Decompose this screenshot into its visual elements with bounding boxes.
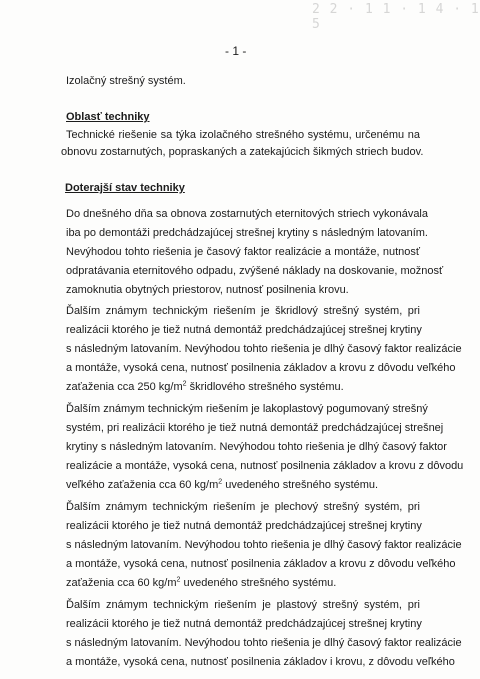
paragraph-line: Ďalším známym technickým riešením je plastový strešný systém, pri bbox=[66, 599, 420, 611]
paragraph-line: a montáže, vysoká cena, nutnosť posilnenia základov a krovu z dôvodu veľkého bbox=[66, 558, 456, 570]
prior-art-line: Nevýhodou tohto riešenia je časový faktor realizácie a montáže, nutnosť bbox=[66, 246, 420, 258]
paragraph-line: realizácii ktorého je tiež nutná demontáž predchádzajúcej strešnej krytiny bbox=[66, 520, 422, 532]
prior-art-line: Do dnešného dňa sa obnova zostarnutých eternitových striech vykonávala bbox=[66, 208, 428, 220]
document-title: Izolačný strešný systém. bbox=[66, 75, 186, 87]
section-heading-prior-art: Doterajší stav techniky bbox=[65, 182, 185, 194]
prior-art-line: odpratávania eternitového odpadu, zvýšené náklady na doskovanie, možnosť bbox=[66, 265, 444, 277]
paragraph-line: krytiny s následným latovaním. Nevýhodou tohto riešenia je dlhý časový faktor bbox=[66, 441, 447, 453]
paragraph-line: s následným latovaním. Nevýhodou tohto riešenia je dlhý časový faktor realizácie bbox=[66, 637, 462, 649]
paragraph-line: Ďalším známym technickým riešením je plechový strešný systém, pri bbox=[66, 501, 420, 513]
page-stamp: 2 2 · 1 1 · 1 4 · 1 5 bbox=[312, 2, 480, 32]
paragraph-line: s následným latovaním. Nevýhodou tohto riešenia je dlhý časový faktor realizácie bbox=[66, 539, 462, 551]
paragraph-line: zaťaženia cca 60 $kg/m^2$ uvedeného strešného systému. bbox=[66, 576, 337, 589]
paragraph-line: a montáže, vysoká cena, nutnosť posilnenia základov a krovu z dôvodu veľkého bbox=[66, 362, 456, 374]
paragraph-line: Ďalším známym technickým riešením je škridlový strešný systém, pri bbox=[66, 305, 420, 317]
paragraph-line: veľkého zaťaženia cca 60 $kg/m^2$ uvedeného strešného systému. bbox=[66, 478, 379, 491]
field-line: obnovu zostarnutých, popraskaných a zatekajúcich šikmých striech budov. bbox=[61, 146, 424, 158]
paragraph-line: Ďalším známym technickým riešením je lakoplastový pogumovaný strešný bbox=[66, 403, 428, 415]
section-heading-field: Oblasť techniky bbox=[66, 111, 150, 123]
paragraph-line: systém, pri realizácii ktorého je tiež nutná demontáž predchádzajúcej strešnej bbox=[66, 422, 444, 434]
paragraph-line: realizácie a montáže, vysoká cena, nutnosť posilnenia základov a krovu z dôvodu bbox=[66, 460, 464, 472]
prior-art-line: iba po demontáži predchádzajúcej strešnej krytiny s následným latovaním. bbox=[66, 227, 428, 239]
paragraph-line: zaťaženia cca 250 $kg/m^2$ škridlového strešného systému. bbox=[66, 380, 344, 393]
prior-art-line: zamoknutia obytných priestorov, nutnosť posilnenia krovu. bbox=[66, 284, 349, 296]
paragraph-line: s následným latovaním. Nevýhodou tohto riešenia je dlhý časový faktor realizácie bbox=[66, 343, 462, 355]
paragraph-line: realizácii ktorého je tiež nutná demontáž predchádzajúcej strešnej krytiny bbox=[66, 618, 422, 630]
paragraph-line: realizácii ktorého je tiež nutná demontáž predchádzajúcej strešnej krytiny bbox=[66, 324, 422, 336]
field-line: Technické riešenie sa týka izolačného strešného systému, určenému na bbox=[66, 129, 420, 141]
paragraph-line: a montáže, vysoká cena, nutnosť posilnenia základov i krovu, z dôvodu veľkého bbox=[66, 656, 455, 668]
page-number: - 1 - bbox=[225, 44, 247, 58]
